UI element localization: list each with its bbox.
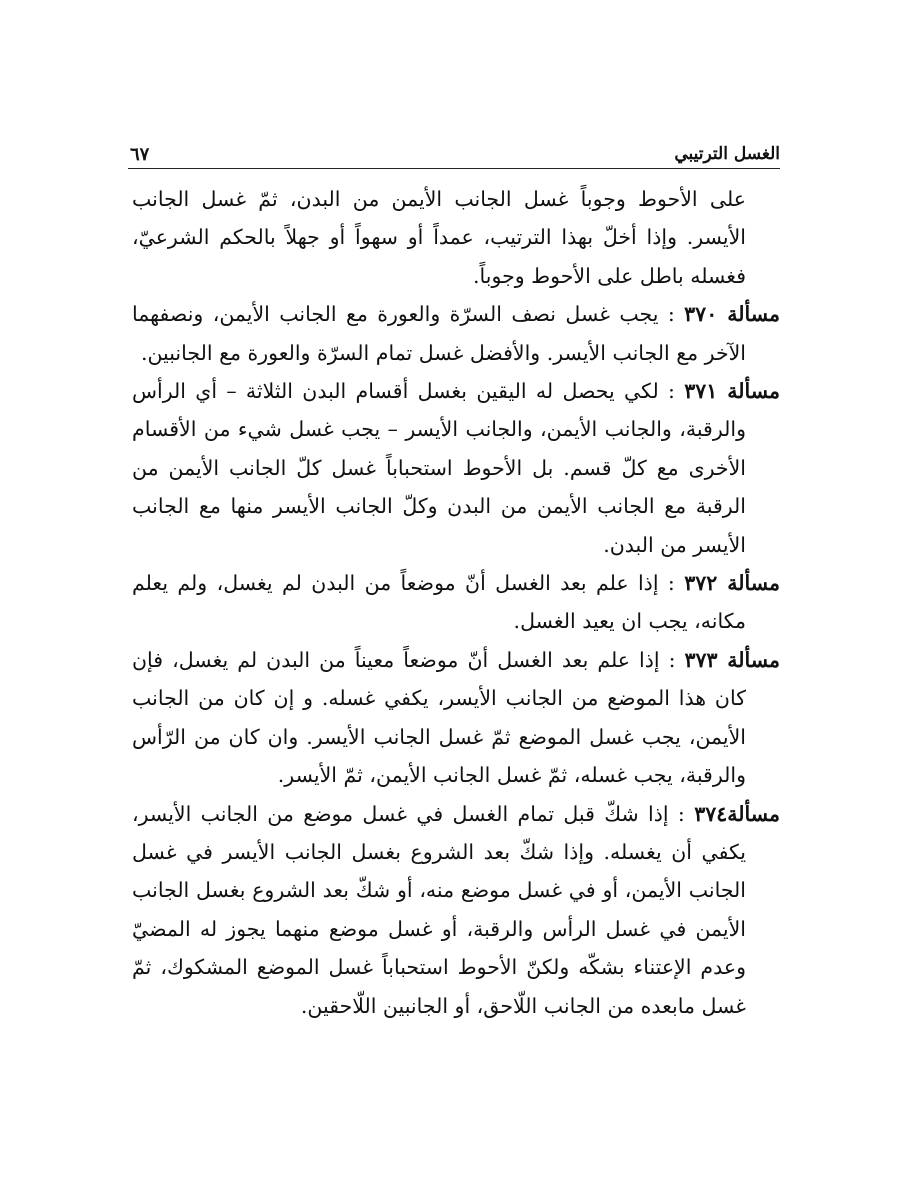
masala-text: : إذا علم بعد الغسل أنّ موضعاً معيناً من البدن لم يغسل، فإن كان هذا الموضع من الجانب الأيسر، يكفي غسله. و إن كان من الجانب الأيمن، يجب غسل الموضع ثمّ غسل الجانب الأيسر. وان كان من الرّأس والرقبة، يجب غسله، ثمّ غسل الجانب الأيمن، ثمّ الأيسر. [132, 647, 746, 788]
masala-label: مسألة ٣٧٠ [684, 302, 781, 327]
masala-text: : لكي يحصل له اليقين بغسل أقسام البدن الثلاثة – أي الرأس والرقبة، والجانب الأيمن، والجانب الأيسر – يجب غسل شيء من الأقسام الأخرى مع كلّ قسم. بل الأحوط استحباباً غسل كلّ الجانب الأيمن من الرقبة مع الجانب الأيمن من البدن وكلّ الجانب الأيسر منها مع الجانب الأيسر من البدن. [132, 379, 746, 557]
masala-text: : إذا علم بعد الغسل أنّ موضعاً من البدن لم يغسل، ولم يعلم مكانه، يجب ان يعيد الغسل. [132, 571, 746, 634]
header-divider [128, 168, 780, 169]
masala-374 [132, 795, 780, 1025]
masala-371 [132, 372, 780, 564]
masala-label: مسألة٣٧٤ [694, 801, 780, 826]
masala-372 [132, 564, 780, 641]
masala-label: مسألة ٣٧١ [684, 379, 781, 404]
masala-label: مسألة ٣٧٢ [684, 571, 780, 596]
chapter-title: الغسل الترتيبي [674, 144, 780, 164]
masala-text: : إذا شكّ قبل تمام الغسل في غسل موضع من الجانب الأيسر، يكفي أن يغسله. وإذا شكّ بعد الشروع بغسل الجانب الأيسر في غسل الجانب الأيمن، أو في غسل موضع منه، أو شكّ بعد الشروع بغسل الجانب الأيمن في غسل الرأس والرقبة، أو غسل موضع منهما يجوز له المضيّ وعدم الإعتناء بشكّه ولكنّ الأحوط استحباباً غسل الموضع المشكوك، ثمّ غسل مابعده من الجانب اللّاحق، أو الجانبين اللّاحقين. [132, 801, 746, 1018]
masala-label: مسألة ٣٧٣ [684, 647, 780, 672]
masala-373 [132, 641, 780, 795]
intro-paragraph: على الأحوط وجوباً غسل الجانب الأيمن من البدن، ثمّ غسل الجانب الأيسر. وإذا أخلّ بهذا الترتيب، عمداً أو سهواً أو جهلاً بالحكم الشرعيّ، فغسله باطل على الأحوط وجوباً. [132, 187, 746, 288]
page-number: ٦٧ [130, 144, 150, 165]
running-header [128, 142, 780, 168]
masala-370 [132, 295, 780, 372]
page-body [132, 180, 780, 1025]
masala-text: : يجب غسل نصف السرّة والعورة مع الجانب الأيمن، ونصفهما الآخر مع الجانب الأيسر. والأفضل غسل تمام السرّة والعورة مع الجانبين. [132, 302, 746, 365]
